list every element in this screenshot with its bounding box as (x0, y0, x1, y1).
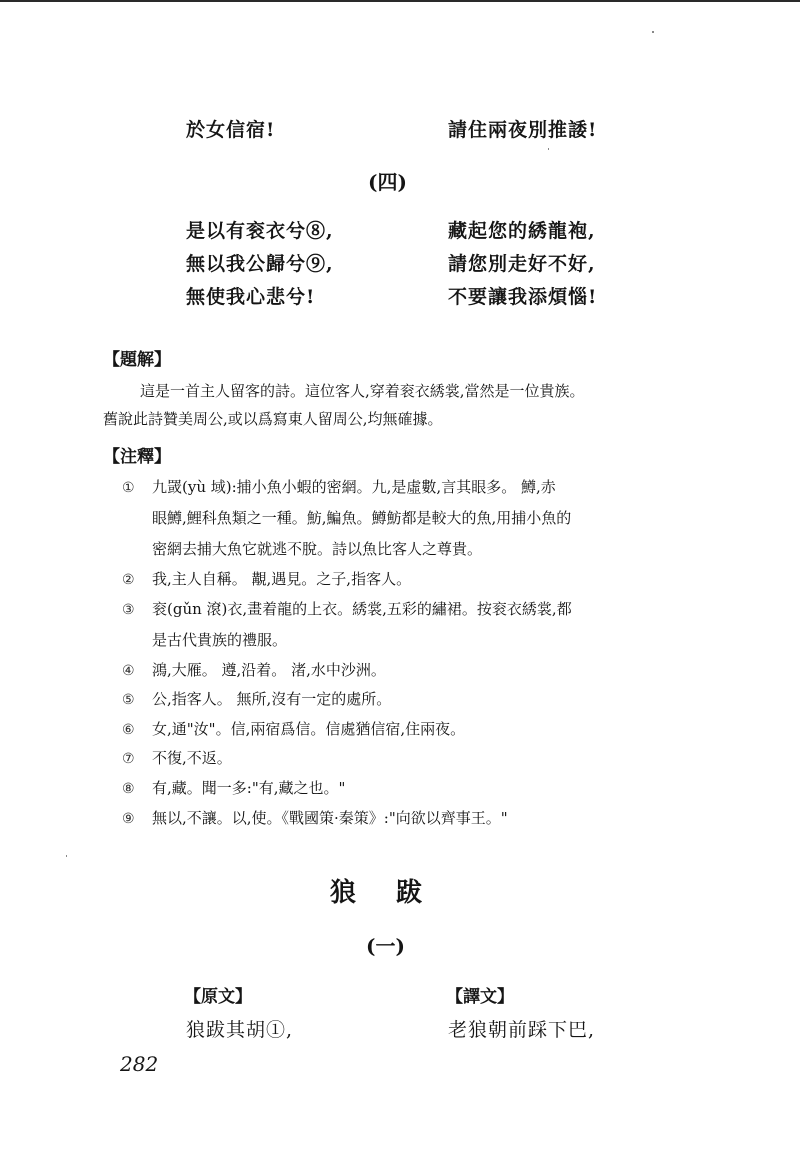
note-7 (122, 747, 232, 768)
page-top-border (0, 0, 800, 2)
stanza-four-translation-line-1: 藏起您的綉龍袍, (448, 220, 596, 242)
poem-stanza-number: (一) (366, 934, 405, 958)
original-text-heading: 【原文】 (184, 987, 252, 1007)
note-6 (122, 718, 465, 739)
explanation-heading: 【題解】 (103, 350, 171, 370)
note-number: ① (122, 480, 135, 496)
note-text: 是古代貴族的禮服。 (152, 631, 288, 649)
note-1 (122, 476, 571, 559)
scan-speck (652, 31, 654, 33)
note-text: 公,指客人。 無所,沒有一定的處所。 (152, 690, 392, 708)
note-text: 九罭(yù 域):捕小魚小蝦的密網。九,是虛數,言其眼多。 鱒,赤 (152, 478, 556, 496)
note-number: ④ (122, 663, 135, 679)
poem-original-line-1: 狼跋其胡①, (186, 1019, 294, 1041)
explanation-line-2: 舊說此詩贊美周公,或以爲寫東人留周公,均無確據。 (103, 410, 443, 428)
note-text: 我,主人自稱。 覯,遇見。之子,指客人。 (152, 570, 412, 588)
note-text: 鴻,大雁。 遵,沿着。 渚,水中沙洲。 (152, 661, 386, 679)
note-number: ⑤ (122, 692, 135, 708)
note-8 (122, 777, 345, 798)
note-number: ⑦ (122, 751, 135, 767)
scan-speck (66, 855, 67, 857)
stanza-three-translation-last-line: 請住兩夜別推諉! (448, 119, 598, 141)
poem-title: 狼跋 (330, 878, 463, 908)
note-4 (122, 659, 386, 680)
note-number: ⑨ (122, 811, 135, 827)
notes-heading: 【注釋】 (103, 447, 171, 467)
note-number: ③ (122, 602, 135, 618)
stanza-four-translation-line-3: 不要讓我添煩惱! (448, 286, 598, 308)
note-3 (122, 598, 572, 650)
note-text: 無以,不讓。以,使。《戰國策·秦策》:"向欲以齊事王。" (152, 809, 508, 827)
explanation-line-1: 這是一首主人留客的詩。這位客人,穿着衮衣綉裳,當然是一位貴族。 (140, 382, 585, 400)
note-number: ⑧ (122, 781, 135, 797)
poem-translation-line-1: 老狼朝前踩下巴, (448, 1019, 596, 1041)
note-2 (122, 568, 411, 589)
stanza-four-original-line-3: 無使我心悲兮! (186, 286, 316, 308)
stanza-four-number: (四) (368, 170, 407, 194)
note-9 (122, 807, 508, 828)
translation-heading: 【譯文】 (446, 987, 514, 1007)
note-text: 女,通"汝"。信,兩宿爲信。信處猶信宿,住兩夜。 (152, 720, 466, 738)
note-number: ⑥ (122, 722, 135, 738)
note-text: 不復,不返。 (152, 749, 232, 767)
note-text: 眼鱒,鯉科魚類之一種。魴,鯿魚。鱒魴都是較大的魚,用捕小魚的 (152, 509, 572, 527)
note-text: 衮(gǔn 滾)衣,畫着龍的上衣。綉裳,五彩的繡裙。按衮衣綉裳,都 (152, 600, 572, 618)
stanza-three-original-last-line: 於女信宿! (186, 119, 276, 141)
stanza-four-original-line-1: 是以有衮衣兮⑧, (186, 220, 334, 242)
stanza-four-original-line-2: 無以我公歸兮⑨, (186, 253, 334, 275)
stanza-four-translation-line-2: 請您別走好不好, (448, 253, 596, 275)
scan-speck (548, 148, 549, 150)
note-text: 密網去捕大魚它就逃不脫。詩以魚比客人之尊貴。 (152, 540, 483, 558)
note-text: 有,藏。聞一多:"有,藏之也。" (152, 779, 346, 797)
page-number: 282 (120, 1052, 159, 1076)
note-number: ② (122, 572, 135, 588)
note-5 (122, 688, 391, 709)
